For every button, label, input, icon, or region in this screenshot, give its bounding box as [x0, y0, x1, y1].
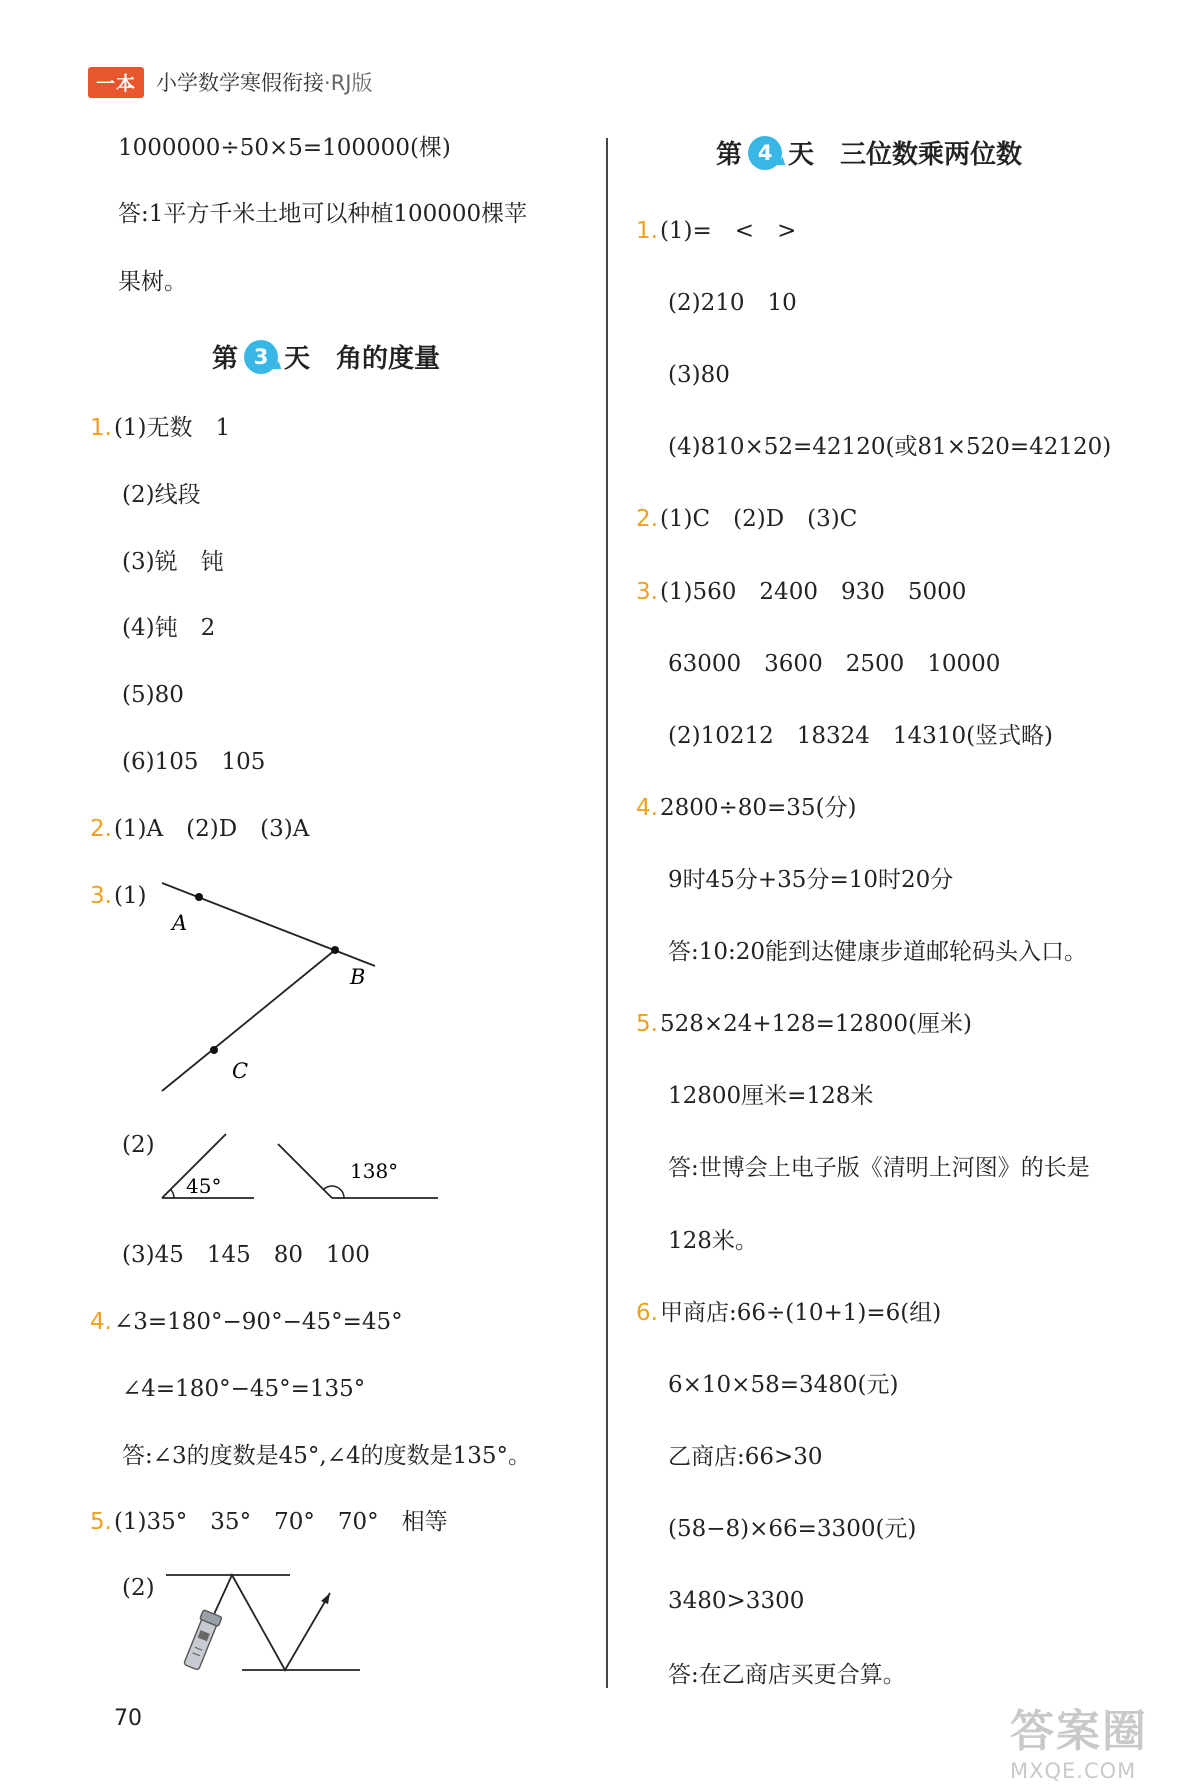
answer-line: 答:1平方千米土地可以种植100000棵苹	[118, 201, 528, 227]
question-5: 5.(1)35° 35° 70° 70° 相等	[90, 1509, 448, 1535]
angle-138-label: 138°	[350, 1159, 399, 1183]
site-watermark: 答案圈 MXQE.COM	[1010, 1706, 1148, 1783]
section-title-day3: 第 3 天 角的度量	[212, 338, 440, 375]
section-title-day4: 第 4 天 三位数乘两位数	[716, 134, 1022, 171]
answer-line: (2)	[122, 1132, 155, 1158]
question-5: 5.528×24+128=12800(厘米)	[636, 1011, 972, 1037]
answer-line: (3)45 145 80 100	[122, 1242, 370, 1268]
day-number-badge: 4	[748, 136, 782, 170]
answer-line: 12800厘米=128米	[668, 1083, 874, 1109]
answer-line: (2)210 10	[668, 290, 797, 316]
light-reflection-figure	[160, 1565, 380, 1685]
answer-line: (3)80	[668, 362, 730, 388]
answer-line: (4)钝 2	[122, 615, 216, 641]
answer-line: (2)	[122, 1575, 155, 1601]
question-6: 6.甲商店:66÷(10+1)=6(组)	[636, 1300, 942, 1326]
angle-drawings	[150, 1120, 450, 1205]
question-1: 1.(1)= < >	[636, 218, 797, 244]
question-2: 2.(1)C (2)D (3)C	[636, 506, 858, 532]
answer-line: 1000000÷50×5=100000(棵)	[118, 135, 451, 161]
point-c-label: C	[232, 1059, 249, 1083]
column-divider	[606, 138, 608, 1688]
answer-line: 128米。	[668, 1228, 758, 1254]
answer-line: 果树。	[118, 269, 187, 295]
brand-logo: 一本	[88, 67, 144, 98]
answer-line: 答:世博会上电子版《清明上河图》的长是	[668, 1155, 1090, 1181]
question-3: 3.(1)560 2400 930 5000	[636, 579, 967, 605]
question-1: 1.(1)无数 1	[90, 415, 231, 441]
answer-line: (3)锐 钝	[122, 549, 224, 575]
answer-line: 3480>3300	[668, 1588, 805, 1614]
answer-line: 乙商店:66>30	[668, 1444, 823, 1470]
answer-line: (2)线段	[122, 482, 201, 508]
question-3: 3.(1)	[90, 883, 147, 909]
answer-line: 63000 3600 2500 10000	[668, 651, 1001, 677]
answer-line: (4)810×52=42120(或81×520=42120)	[668, 434, 1112, 460]
day-number-badge: 3	[244, 340, 278, 374]
answer-line: (6)105 105	[122, 749, 266, 775]
answer-line: 答:∠3的度数是45°,∠4的度数是135°。	[122, 1443, 532, 1469]
answer-line: (58−8)×66=3300(元)	[668, 1516, 917, 1542]
page-number: 70	[114, 1706, 142, 1731]
answer-line: 答:10:20能到达健康步道邮轮码头入口。	[668, 939, 1088, 965]
point-b-label: B	[350, 965, 366, 989]
question-2: 2.(1)A (2)D (3)A	[90, 816, 310, 842]
answer-line: (2)10212 18324 14310(竖式略)	[668, 723, 1054, 749]
question-4: 4.∠3=180°−90°−45°=45°	[90, 1309, 403, 1335]
answer-line: 6×10×58=3480(元)	[668, 1372, 899, 1398]
page-header	[88, 66, 372, 98]
book-title: 小学数学寒假衔接·RJ版	[156, 71, 373, 95]
flashlight-icon	[182, 1610, 222, 1671]
answer-line: 答:在乙商店买更合算。	[668, 1662, 906, 1688]
angle-construction-figure	[150, 878, 390, 1098]
answer-line: (5)80	[122, 682, 184, 708]
question-4: 4.2800÷80=35(分)	[636, 795, 857, 821]
angle-45-label: 45°	[186, 1174, 222, 1198]
point-a-label: A	[172, 911, 188, 935]
answer-line: 9时45分+35分=10时20分	[668, 867, 954, 893]
answer-line: ∠4=180°−45°=135°	[122, 1376, 366, 1402]
